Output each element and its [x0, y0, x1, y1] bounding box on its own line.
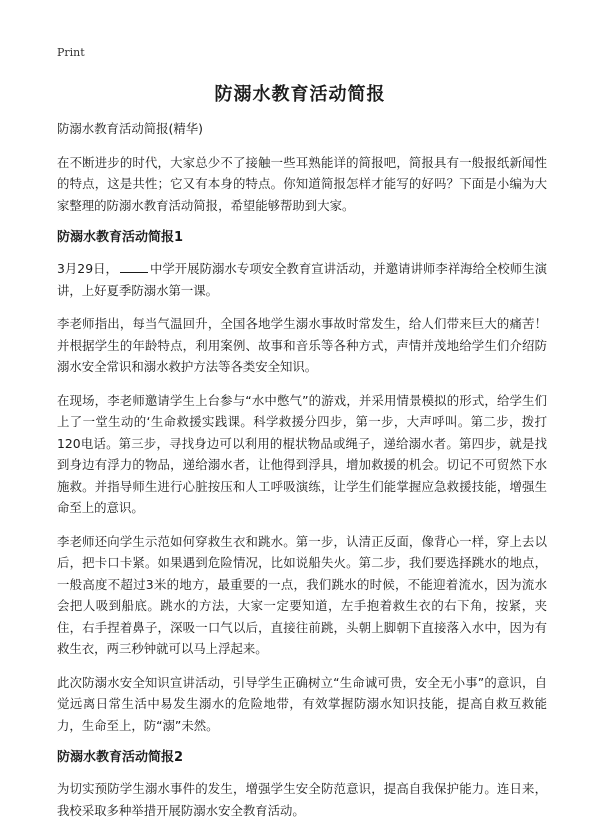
section-heading-1: 防溺水教育活动简报1	[57, 230, 184, 245]
date-text: 3月29日，	[57, 261, 118, 276]
section-1-paragraph-1-rest: 中学开展防溺水专项安全教育宣讲活动，并邀请讲师李祥海给全校师生演讲，上好夏季防溺水第一课。	[57, 261, 548, 298]
print-link[interactable]: Print	[57, 46, 85, 59]
blank-underline	[120, 260, 148, 273]
section-1-paragraph-2: 李老师指出，每当气温回升，全国各地学生溺水事故时常发生，给人们带来巨大的痛苦！并根据学生的年龄特点，利用案例、故事和音乐等各种方式，声情并茂地给学生们介绍防溺水安全常识和溺水救护方法等各类安全知识。	[57, 316, 547, 374]
section-heading-2: 防溺水教育活动简报2	[57, 750, 184, 765]
intro-paragraph: 在不断进步的时代，大家总少不了接触一些耳熟能详的简报吧，简报具有一般报纸新闻性的特点，这是共性；它又有本身的特点。你知道简报怎样才能写的好吗？下面是小编为大家整理的防溺水教育活动简报，希望能够帮助到大家。	[57, 154, 547, 213]
section-2-paragraph-1: 为切实预防学生溺水事件的发生，增强学生安全防范意识，提高自我保护能力。连日来，我校采取多种举措开展防溺水安全教育活动。	[57, 781, 547, 818]
document-body	[57, 118, 547, 833]
section-1-paragraph-4: 李老师还向学生示范如何穿救生衣和跳水。第一步，认清正反面，像背心一样，穿上去以后，把卡口卡紧。如果遇到危险情况，比如说船失火。第二步，我们要选择跳水的地点，一般高度不超过3米的地方，最重要的一点，我们跳水的时候，不能迎着流水，因为流水会把人吸到船底。跳水的方法，大家一定要知道，左手抱着救生衣的右下角，按紧，夹住，右手捏着鼻子，深吸一口气以后，直接往前跳，头朝上脚朝下直接落入水中，因为有救生衣，两三秒钟就可以马上浮起来。	[57, 533, 547, 656]
section-1-paragraph-5: 此次防溺水安全知识宣讲活动，引导学生正确树立“生命诚可贵，安全无小事”的意识，自觉远离日常生活中易发生溺水的危险地带，有效掌握防溺水知识技能，提高自救互救能力，生命至上，防“溺”未然。	[57, 674, 547, 733]
document-subtitle: 防溺水教育活动简报(精华)	[57, 121, 203, 136]
document-title: 防溺水教育活动简报	[214, 84, 386, 105]
section-1-paragraph-3: 在现场，李老师邀请学生上台参与“水中憋气”的游戏，并采用情景模拟的形式，给学生们上了一堂生动的‘生命救援实践课。科学救援分四步，第一步，大声呼叫。第二步，拨打120电话。第三步，寻找身边可以利用的棍状物品或绳子，递给溺水者。第四步，就是找到身边有浮力的物品，递给溺水者，让他得到浮具，增加救援的机会。切记不可贸然下水施救。并指导师生进行心脏按压和人工呼吸演练，让学生们能掌握应急救援技能，增强生命至上的意识。	[57, 392, 547, 515]
section-1-paragraph-1	[57, 258, 547, 301]
